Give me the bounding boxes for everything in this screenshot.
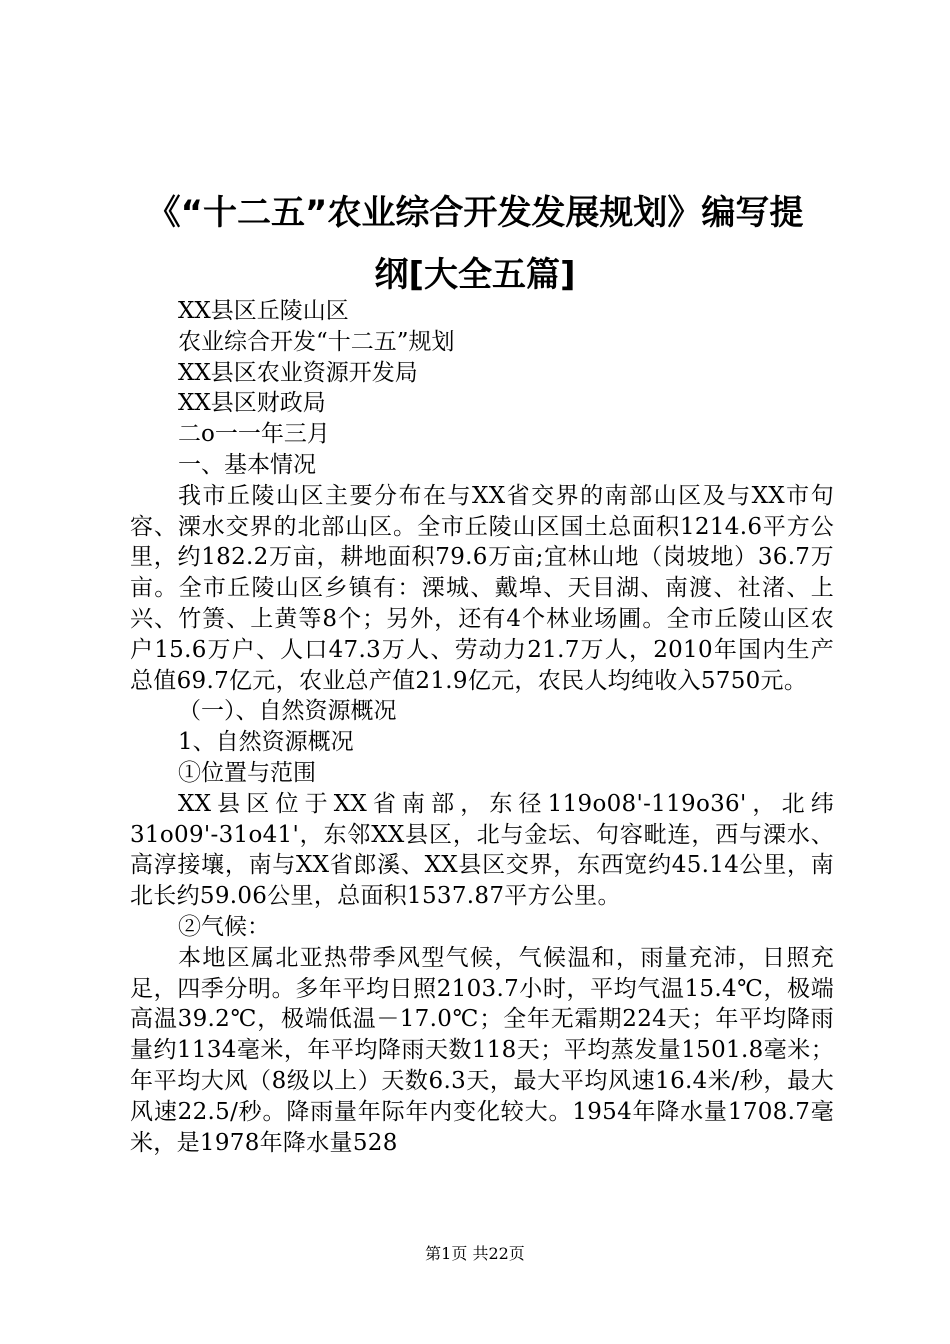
- document-body: [130, 296, 834, 1158]
- item-heading-climate: ②气候：: [178, 913, 270, 940]
- title-line-2: 纲[大全五篇]: [374, 255, 576, 295]
- section-heading-natural-resources: （一）、自然资源概况: [178, 698, 397, 725]
- page-footer: 第1页 共22页: [425, 1244, 525, 1263]
- subsection-heading-natural-resources: 1、自然资源概况: [178, 729, 354, 756]
- item-heading-location: ①位置与范围: [178, 759, 316, 786]
- subtitle-finance: XX县区财政局: [178, 390, 326, 417]
- subtitle-date: 二o一一年三月: [178, 421, 330, 448]
- subtitle-plan: 农业综合开发“十二五”规划: [178, 328, 455, 355]
- subtitle-region: XX县区丘陵山区: [178, 298, 349, 324]
- subtitle-bureau: XX县区农业资源开发局: [178, 359, 418, 386]
- section-heading-basic: 一、基本情况: [178, 451, 316, 478]
- paragraph-climate: 本地区属北亚热带季风型气候，气候温和，雨量充沛，日照充足，四季分明。多年平均日照2103.7小时，平均气温15.4℃，极端高温39.2℃，极端低温－17.0℃；全年无霜期224天；年平均降雨量约1134毫米，年平均降雨天数118天；平均蒸发量1501.8毫米；年平均大风（8级以上）天数6.3天，最大平均风速16.4米/秒，最大风速22.5/秒。降雨量年际年内变化较大。1954年降水量1708.7毫米，是1978年降水量528: [130, 944, 834, 1156]
- document-title: [100, 182, 850, 306]
- title-line-1: 《“十二五”农业综合开发发展规划》编写提: [146, 193, 804, 233]
- paragraph-overview: 我市丘陵山区主要分布在与XX省交界的南部山区及与XX市句容、溧水交界的北部山区。全市丘陵山区国土总面积1214.6平方公里，约182.2万亩，耕地面积79.6万亩;宜林山地（岗坡地）36.7万亩。全市丘陵山区乡镇有：溧城、戴埠、天目湖、南渡、社渚、上兴、竹箦、上黄等8个；另外，还有4个林业场圃。全市丘陵山区农户15.6万户、人口47.3万人、劳动力21.7万人，2010年国内生产总值69.7亿元，农业总产值21.9亿元，农民人均纯收入5750元。: [130, 482, 834, 694]
- paragraph-location: XX县区位于XX省南部，东径119o08'-119o36'，北纬31o09'-31o41'，东邻XX县区，北与金坛、句容毗连，西与溧水、高淳接壤，南与XX省郎溪、XX县区交界，东西宽约45.14公里，南北长约59.06公里，总面积1537.87平方公里。: [130, 790, 834, 910]
